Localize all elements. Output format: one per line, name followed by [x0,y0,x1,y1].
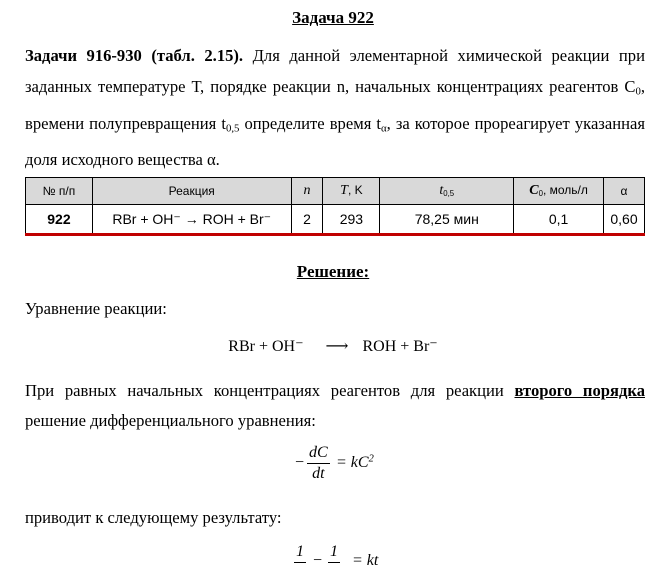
cell-alpha: 0,60 [604,205,645,235]
second-order-before: При равных начальных концентрациях реагентов для реакции [25,381,515,400]
header-t-unit: , K [347,183,363,197]
table-header-row [26,178,645,205]
equation-label: Уравнение реакции: [25,299,167,318]
statement-part-3: определите время t [239,113,381,133]
second-order-after: решение дифференциального уравнения: [25,411,316,430]
cell-c0: 0,1 [514,205,604,235]
problem-lead: Задачи 916-930 (табл. 2.15). [25,46,244,65]
ta-subscript: α [381,122,387,135]
header-n [291,178,323,205]
parameters-table [25,177,645,236]
t05-subscript: 0,5 [225,122,240,135]
diff-eq-minus: − [295,454,305,471]
equation-left: RBr + OH⁻ [228,338,304,355]
statement-part-1: Для данной элементарной химической реакции при заданных температуре Т, порядке реакции n, начальных концентрациях реагентов С [25,46,645,96]
result-fraction-1 [294,542,306,563]
header-t05-label: t [439,183,444,198]
reaction-equation [0,336,666,356]
diff-eq-rhs-main: = kC [336,454,369,471]
diff-eq-rhs-sup: 2 [368,453,374,465]
statement-part-4: , за которое прореагирует указанная доля исходного вещества α. [25,113,645,170]
diff-eq-rhs [336,454,374,472]
result-numerator-2: 1 [328,542,340,563]
result-numerator-1: 1 [294,542,306,563]
c0-subscript: 0 [635,85,641,98]
header-t-label: T [340,183,348,198]
cell-reaction: RBr + OH⁻ → ROH + Br⁻ [92,205,291,235]
reaction-arrow: ⟶ [325,338,349,355]
result-minus: − [313,552,323,569]
diff-eq-numerator: dC [307,443,330,464]
diff-eq-fraction [307,443,330,484]
header-t05-sub: 0,5 [443,188,455,198]
problem-title: Задача 922 [292,8,374,27]
second-order-text [25,376,645,436]
header-t05 [380,178,514,205]
header-c0 [514,178,604,205]
solution-heading: Решение: [296,262,370,281]
cell-n: 2 [291,205,323,235]
header-n-label: n [303,183,311,198]
result-text: приводит к следующему результату: [25,508,282,527]
diff-eq-denominator: dt [312,465,325,482]
result-fraction-2 [328,542,340,563]
problem-statement [25,40,645,175]
header-c0-label: C [529,183,539,198]
table-row [26,205,645,235]
header-c0-sub: 0 [538,188,543,198]
cell-num: 922 [26,205,93,235]
header-reaction: Реакция [92,178,291,205]
header-alpha: α [604,178,645,205]
second-order-emphasis: второго порядка [514,381,645,400]
equation-right: ROH + Br⁻ [362,338,438,355]
cell-t05: 78,25 мин [380,205,514,235]
header-t [323,178,380,205]
header-c0-unit: , моль/л [542,183,588,197]
statement-part-2: , времени полупревращения t [25,77,645,133]
header-num: № п/п [26,178,93,205]
cell-t: 293 [323,205,380,235]
result-rhs: = kt [352,552,379,569]
